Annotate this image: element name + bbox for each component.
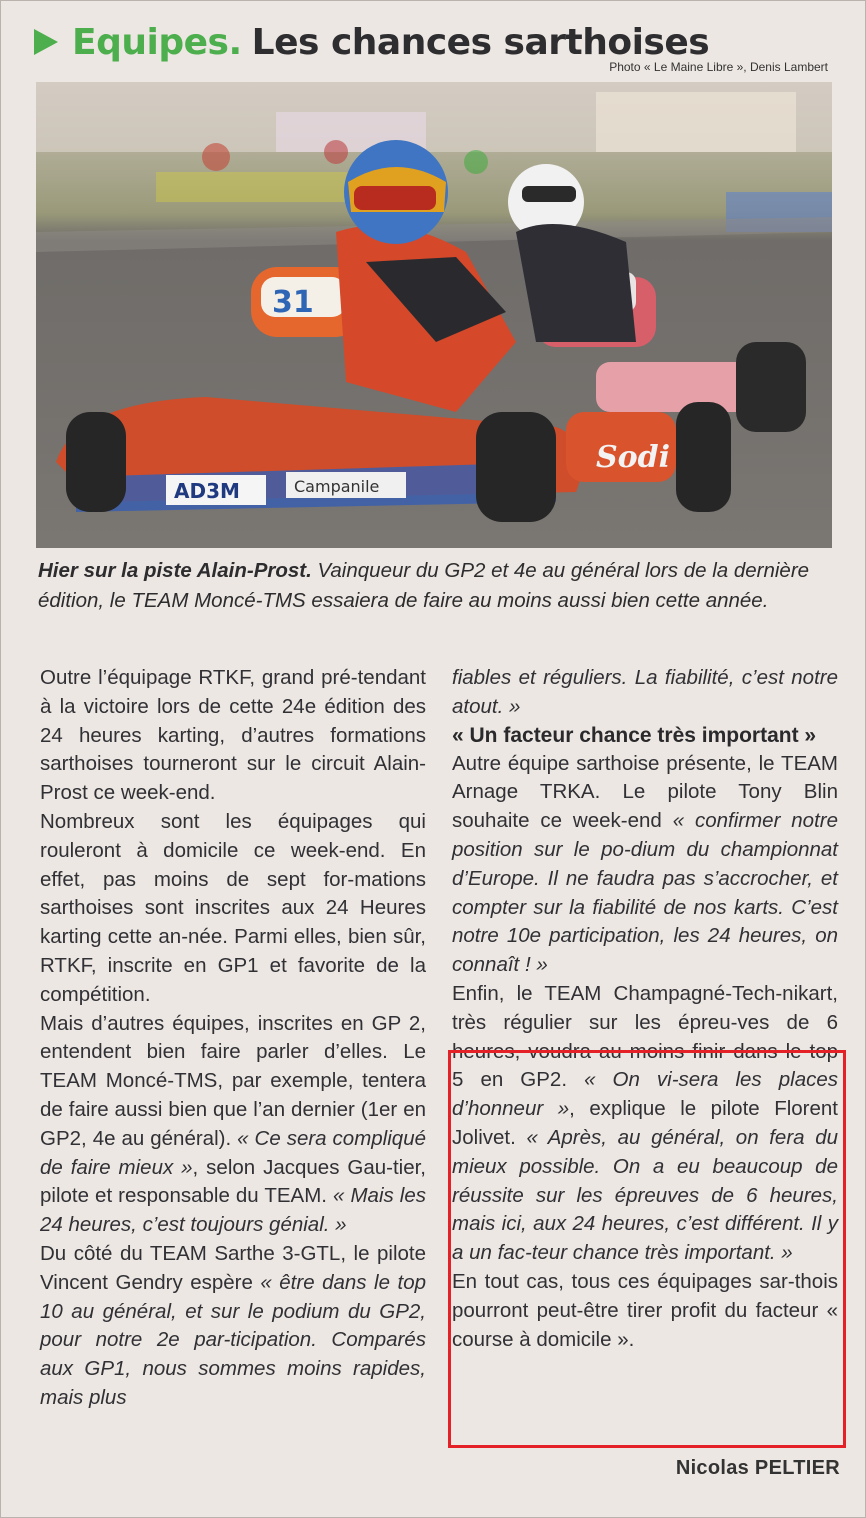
photo-credit: Photo « Le Maine Libre », Denis Lambert [609, 60, 828, 74]
quote: « confirmer notre position sur le po-dium du championnat d’Europe. Il ne faudra pas s’accrocher, et compter sur la fiabilité de nos karts. C’est notre 10e participation, les 24 heures, on connaît ! » [452, 809, 839, 977]
text-run: Autre équipe sarthoise présente, le TEAM Arnage TRKA. Le pilote Tony Blin souhaite ce week-end [452, 751, 838, 833]
headline [34, 14, 709, 70]
text-run: Mais d’autres équipes, inscrites en GP 2, entendent bien faire parler d’elles. Le TEAM Moncé-TMS, par exemple, tentera de faire aussi bien que l’an dernier (1er en GP2, 4e au général). [40, 1011, 426, 1150]
highlight-box [448, 1050, 846, 1448]
sponsor-campanile: Campanile [294, 477, 380, 496]
quote: « être dans le top 10 au général, et sur le podium du GP2, pour notre 2e par-ticipation. Comparés aux GP1, nous sommes moins rapides, mais plus [40, 1270, 426, 1409]
byline: Nicolas PELTIER [675, 1457, 840, 1479]
quote: « Ce sera compliqué de faire mieux » [40, 1126, 426, 1179]
paragraph [40, 1240, 426, 1413]
text-run: Du côté du TEAM Sarthe 3-GTL, le pilote Vincent Gendry espère [40, 1241, 426, 1294]
headline-title: Les chances sarthoises [251, 21, 710, 63]
karting-photo [36, 82, 832, 548]
paragraph: En tout cas, tous ces équipages sar-thois pourront peut-être tirer profit du facteur « course à domicile ». [452, 1269, 838, 1351]
triangle-bullet-icon [34, 29, 58, 55]
paragraph [40, 1010, 426, 1240]
photo-caption [38, 556, 828, 616]
kart-number-31: 31 [272, 285, 314, 320]
quote: « On vi-sera les places d’honneur » [452, 1068, 838, 1121]
karting-illustration [36, 82, 832, 548]
caption-text: Vainqueur du GP2 et 4e au général lors de la dernière édition, le TEAM Moncé-TMS essaiera de faire au moins aussi bien cette année. [38, 559, 810, 612]
sponsor-sodi: Sodi [596, 440, 671, 475]
paragraph: Outre l’équipage RTKF, grand pré-tendant à la victoire lors de cette 24e édition des 24 heures karting, d’autres formations sarthoises tourneront sur le circuit Alain-Prost ce week-end. [40, 666, 426, 805]
paragraph [452, 750, 838, 980]
paragraph: fiables et réguliers. La fiabilité, c’est notre atout. » [452, 666, 838, 718]
headline-kicker: Equipes. [72, 21, 242, 63]
article-left-column [40, 664, 426, 1413]
quote: « Mais les 24 heures, c’est toujours génial. » [40, 1184, 426, 1237]
quote: « Après, au général, on fera du mieux possible. On a eu beaucoup de réussite sur les épreuves de 6 heures, mais ici, aux 24 heures, c’est différent. Il y a un fac-teur chance très important. » [452, 1125, 839, 1265]
text-run: , explique le pilote Florent Jolivet. [452, 1097, 838, 1149]
text-run: , selon Jacques Gau-tier, pilote et responsable du TEAM. [40, 1155, 426, 1208]
text-run: Enfin, le TEAM Champagné-Tech-nikart, très régulier sur les épreu-ves de 6 heures, voudra au moins finir dans le top 5 en GP2. [452, 981, 838, 1092]
paragraph: Nombreux sont les équipages qui rouleront à domicile ce week-end. En effet, pas moins de sept for-mations sarthoises sont inscrites aux 24 Heures karting cette an-née. Parmi elles, bien sûr, RTKF, inscrite en GP1 et favorite de la compétition. [40, 809, 426, 1006]
sponsor-ad3m: AD3M [174, 479, 240, 503]
subheading: « Un facteur chance très important » [452, 723, 817, 747]
caption-lead: Hier sur la piste Alain-Prost. [38, 559, 312, 582]
